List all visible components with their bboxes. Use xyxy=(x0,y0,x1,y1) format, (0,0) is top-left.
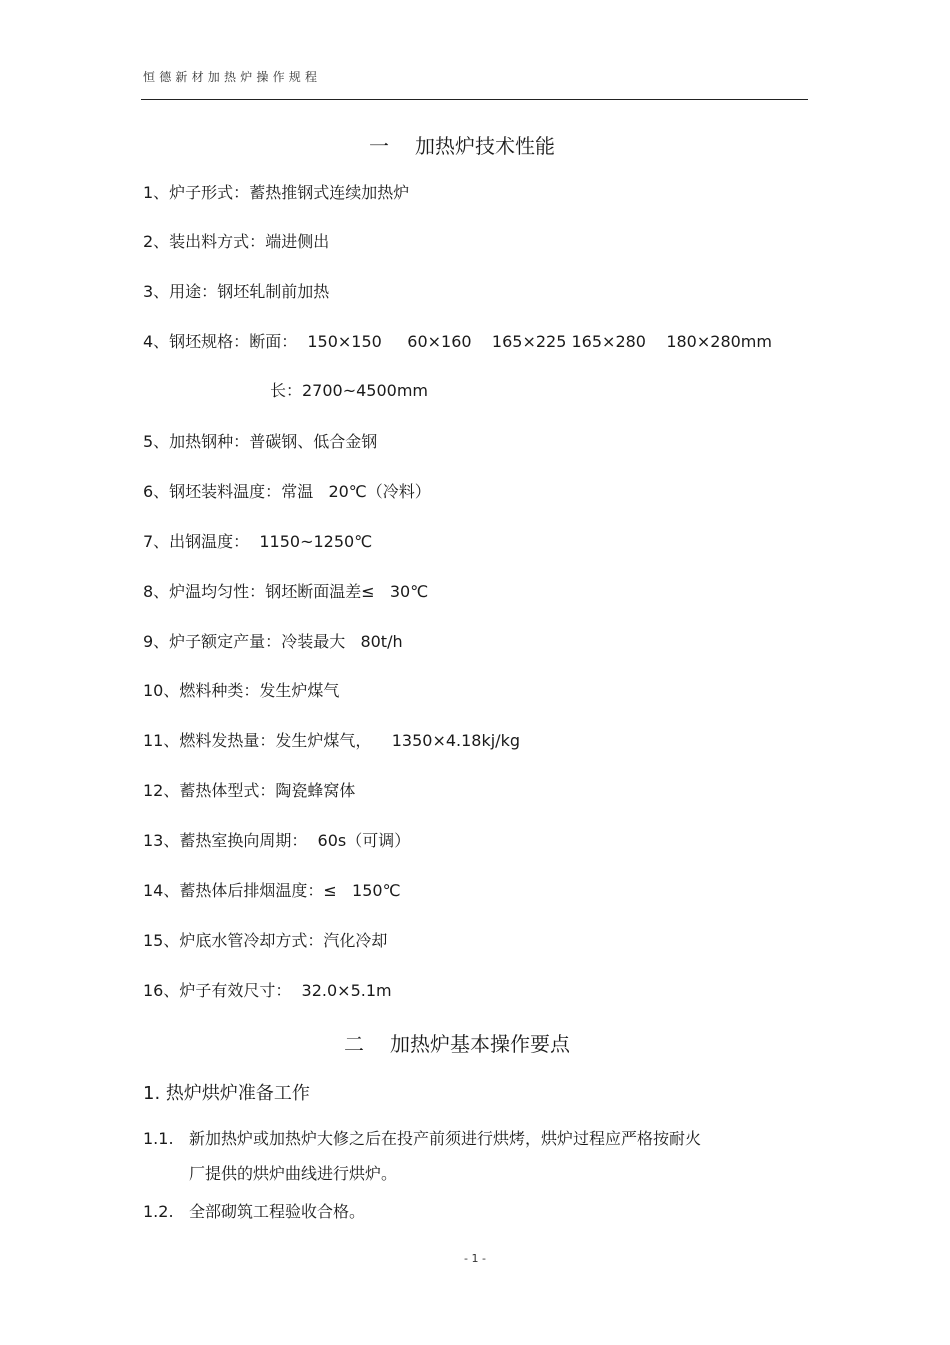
spec-item xyxy=(143,282,329,302)
spec-value: ≤ 150℃ xyxy=(323,881,401,900)
spec-label: 8、炉温均匀性： xyxy=(143,582,266,601)
spec-item xyxy=(143,981,392,1001)
spec-value: 发生炉煤气， 1350×4.18kj/kg xyxy=(275,731,520,750)
paragraph-number: 1.2. xyxy=(143,1202,174,1221)
spec-item xyxy=(143,332,772,352)
section-title-1 xyxy=(369,130,555,159)
section-number: 一 xyxy=(369,134,389,158)
spec-label: 1、炉子形式： xyxy=(143,183,250,202)
spec-item xyxy=(143,183,409,203)
spec-value: 蓄热推钢式连续加热炉 xyxy=(249,183,410,202)
paragraph-number: 1.1. xyxy=(143,1129,174,1148)
spec-item xyxy=(143,232,329,252)
paragraph-text: 新加热炉或加热炉大修之后在投产前须进行烘烤，烘炉过程应严格按耐火 xyxy=(189,1129,702,1148)
spec-label: 4、钢坯规格： xyxy=(143,332,250,351)
spec-value: 1150~1250℃ xyxy=(249,532,373,551)
spec-item xyxy=(143,432,377,452)
header-rule xyxy=(141,99,808,100)
spec-value: 常温 20℃（冷料） xyxy=(281,482,431,501)
page-number: - 1 - xyxy=(464,1252,486,1265)
spec-value: 汽化冷却 xyxy=(323,931,388,950)
subsection-heading: 1. 热炉烘炉准备工作 xyxy=(143,1083,310,1104)
spec-item xyxy=(143,781,355,801)
spec-item xyxy=(143,681,339,701)
spec-value: 冷装最大 80t/h xyxy=(281,632,403,651)
paragraph xyxy=(143,1126,701,1149)
spec-label: 2、装出料方式： xyxy=(143,232,266,251)
spec-label: 13、蓄热室换向周期： xyxy=(143,831,308,850)
section-number: 二 xyxy=(344,1032,364,1056)
spec-label: 9、炉子额定产量： xyxy=(143,632,282,651)
spec-label: 3、用途： xyxy=(143,282,218,301)
spec-value: 断面： 150×150 60×160 165×225 165×280 180×280mm xyxy=(249,332,772,351)
document-header: 恒德新材加热炉操作规程 xyxy=(143,70,322,84)
spec-value: 普碳钢、低合金钢 xyxy=(249,432,378,451)
spec-value: 60s（可调） xyxy=(307,831,411,850)
paragraph-text: 全部砌筑工程验收合格。 xyxy=(189,1202,366,1221)
paragraph xyxy=(143,1199,365,1222)
spec-label: 10、燃料种类： xyxy=(143,681,260,700)
section-heading: 加热炉技术性能 xyxy=(415,134,555,158)
spec-value: 32.0×5.1m xyxy=(291,981,392,1000)
spec-label: 7、出钢温度： xyxy=(143,532,250,551)
spec-item xyxy=(143,482,431,502)
spec-value: 钢坯轧制前加热 xyxy=(217,282,330,301)
spec-label: 12、蓄热体型式： xyxy=(143,781,276,800)
spec-label: 16、炉子有效尺寸： xyxy=(143,981,292,1000)
spec-item xyxy=(143,731,520,751)
spec-label: 14、蓄热体后排烟温度： xyxy=(143,881,324,900)
section-heading: 加热炉基本操作要点 xyxy=(390,1032,570,1056)
spec-item xyxy=(143,831,410,851)
spec-value: 发生炉煤气 xyxy=(259,681,340,700)
section-title-2 xyxy=(344,1028,570,1057)
spec-item xyxy=(143,931,387,951)
spec-value: 钢坯断面温差≤ 30℃ xyxy=(265,582,429,601)
spec-label: 5、加热钢种： xyxy=(143,432,250,451)
spec-item xyxy=(143,532,372,552)
spec-label: 11、燃料发热量： xyxy=(143,731,276,750)
spec-item xyxy=(143,632,403,652)
spec-label: 15、炉底水管冷却方式： xyxy=(143,931,324,950)
paragraph-continuation: 厂提供的烘炉曲线进行烘炉。 xyxy=(189,1164,398,1183)
spec-value: 端进侧出 xyxy=(265,232,330,251)
spec-item xyxy=(143,582,428,602)
spec-item xyxy=(143,881,401,901)
spec-value: 陶瓷蜂窝体 xyxy=(275,781,356,800)
spec-label: 6、钢坯装料温度： xyxy=(143,482,282,501)
spec-value: 长：2700~4500mm xyxy=(270,381,429,400)
spec-item xyxy=(270,381,428,401)
